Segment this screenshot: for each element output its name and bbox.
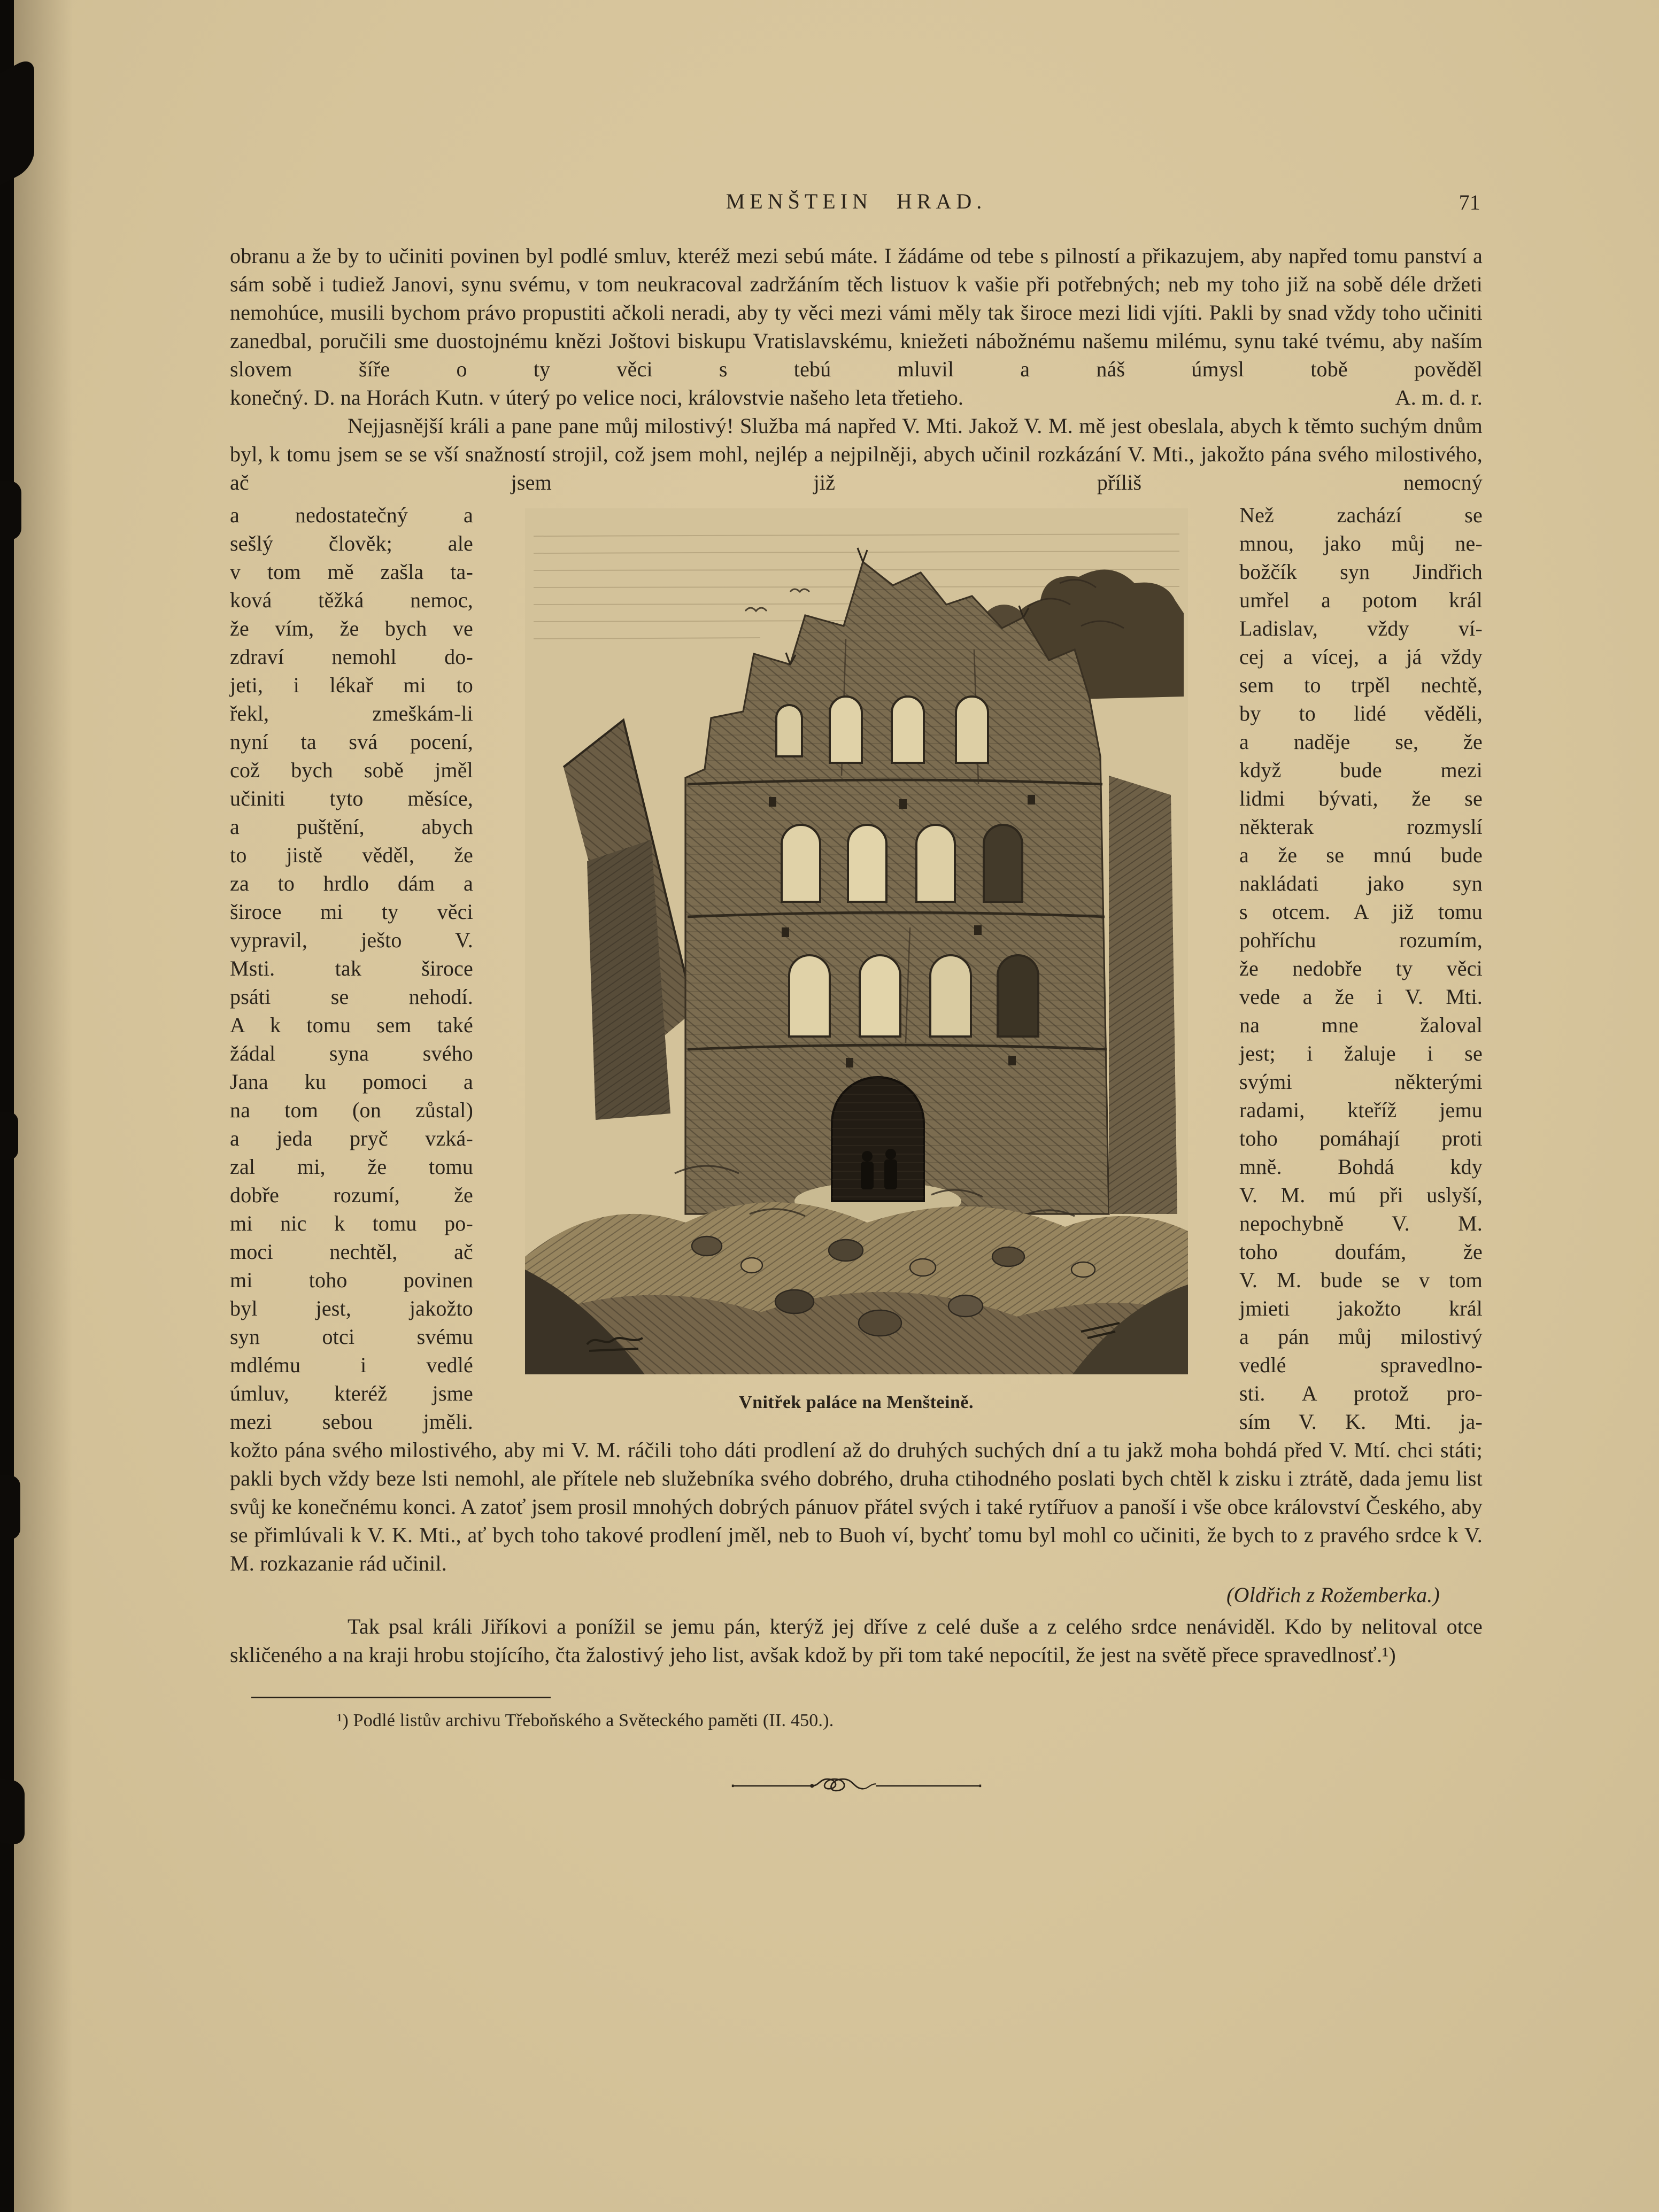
text-line: a pán můj milostivý bbox=[1239, 1325, 1483, 1349]
left-text-column bbox=[230, 501, 473, 1436]
castle-ruin-illustration bbox=[525, 508, 1188, 1374]
page-header bbox=[230, 187, 1483, 219]
footnote: ¹) Podlé listův archivu Třeboňského a Světeckého paměti (II. 450.). bbox=[337, 1711, 834, 1730]
text-line: V. M. mú při uslyší, bbox=[1239, 1183, 1483, 1207]
text-line: vede a že i V. Mti. bbox=[1239, 985, 1483, 1009]
text-line: Než zachází se bbox=[1239, 503, 1483, 527]
text-line: svými některými bbox=[1239, 1070, 1483, 1094]
text-line: mnou, jako můj ne- bbox=[1239, 531, 1483, 555]
text-line: a puštění, abych bbox=[230, 815, 473, 839]
text-line: žádal syna svého bbox=[230, 1041, 473, 1065]
text-line: sti. A protož pro- bbox=[1239, 1381, 1483, 1405]
scan-edge-mark bbox=[0, 1112, 18, 1160]
text-line: dobře rozumí, že bbox=[230, 1183, 473, 1207]
text-line: v tom mě zašla ta- bbox=[230, 560, 473, 584]
text-line: syn otci svému bbox=[230, 1325, 473, 1349]
text-line: by to lidé věděli, bbox=[1239, 701, 1483, 725]
page-content bbox=[230, 187, 1483, 1803]
text-line: moci nechtěl, ač bbox=[230, 1240, 473, 1264]
text-line: božčík syn Jindřich bbox=[1239, 560, 1483, 584]
text-line: mi nic k tomu po- bbox=[230, 1211, 473, 1235]
text-line: mi toho povinen bbox=[230, 1268, 473, 1292]
text-line: mně. Bohdá kdy bbox=[1239, 1155, 1483, 1179]
text-line: zdraví nemohl do- bbox=[230, 645, 473, 669]
text-line: a jeda pryč vzká- bbox=[230, 1126, 473, 1150]
text-line: V. M. bude se v tom bbox=[1239, 1268, 1483, 1292]
text-wrap-around-figure bbox=[230, 501, 1483, 1436]
paragraph-letter-2-continued: kožto pána svého milostivého, aby mi V. M. ráčili toho dáti prodlení až do druhých suchých dní a tu jakž moha bohdá před V. Mtí. chci státi; pakli bych vždy beze lsti nemohl, ale přítele neb služebníka svého dobrého, druha ctihodného poslati bych chtěl k zisku i ztrátě, dada jemu list svůj ke konečnému konci. A zatoť jsem prosil mnohých dobrých pánuov přátel svých i také rytířuov a panoší i vše obce království Českého, aby se přimlúvali k V. K. Mti., ať bych toho takové prodlení jměl, neb to Buoh ví, bychť tomu byl mohl co učiniti, že bych to z pravého srdce k V. M. rozkazanie rád učinil. bbox=[230, 1438, 1483, 1575]
text-line: Msti. tak široce bbox=[230, 956, 473, 980]
text-line: lidmi bývati, že se bbox=[1239, 786, 1483, 810]
text-line: jeti, i lékař mi to bbox=[230, 673, 473, 697]
text-line: nepochybně V. M. bbox=[1239, 1211, 1483, 1235]
gutter-shadow bbox=[14, 0, 73, 2212]
text-line: zal mi, že tomu bbox=[230, 1155, 473, 1179]
letter-1-dateline: konečný. D. na Horách Kutn. v úterý po velice noci, královstvie našeho leta třetieho. bbox=[230, 385, 964, 409]
text-line: sím V. K. Mti. ja- bbox=[1239, 1410, 1483, 1434]
figure-caption: Vnitřek paláce na Menšteině. bbox=[739, 1393, 974, 1412]
text-line: mdlému i vedlé bbox=[230, 1353, 473, 1377]
text-line: že vím, že bych ve bbox=[230, 616, 473, 640]
text-line: na mne žaloval bbox=[1239, 1013, 1483, 1037]
text-line: vypravil, ješto V. bbox=[230, 928, 473, 952]
text-line: což bych sobě jměl bbox=[230, 758, 473, 782]
text-line: široce mi ty věci bbox=[230, 900, 473, 924]
text-line: mezi sebou jměli. bbox=[230, 1410, 473, 1434]
text-line: když bude mezi bbox=[1239, 758, 1483, 782]
text-line: jmieti jakožto král bbox=[1239, 1296, 1483, 1320]
flourish-graphic bbox=[731, 1774, 982, 1796]
text-line: řekl, zmeškám-li bbox=[230, 701, 473, 725]
text-line: a že se mnú bude bbox=[1239, 843, 1483, 867]
text-line: jest; i žaluje i se bbox=[1239, 1041, 1483, 1065]
scan-edge-mark bbox=[0, 1778, 25, 1846]
text-line: Ladislav, vždy ví- bbox=[1239, 616, 1483, 640]
text-line: učiniti tyto měsíce, bbox=[230, 786, 473, 810]
text-line: toho pomáhají proti bbox=[1239, 1126, 1483, 1150]
ornament-flourish bbox=[230, 1774, 1483, 1803]
footnote-rule bbox=[251, 1697, 551, 1698]
text-line: že nedobře ty věci bbox=[1239, 956, 1483, 980]
text-line: nyní ta svá pocení, bbox=[230, 730, 473, 754]
scan-edge-mark bbox=[0, 481, 21, 540]
text-line: ková těžká nemoc, bbox=[230, 588, 473, 612]
text-line: úmluv, kteréž jsme bbox=[230, 1381, 473, 1405]
text-line: sem to trpěl nechtě, bbox=[1239, 673, 1483, 697]
paragraph-letter-1-lastline bbox=[230, 383, 1483, 412]
text-line: některak rozmyslí bbox=[1239, 815, 1483, 839]
text-line: nakládati jako syn bbox=[1239, 871, 1483, 895]
text-line: umřel a potom král bbox=[1239, 588, 1483, 612]
text-line: s otcem. A již tomu bbox=[1239, 900, 1483, 924]
text-line: to jistě věděl, že bbox=[230, 843, 473, 867]
figure-ruin-engraving bbox=[501, 501, 1212, 1436]
text-line: psáti se nehodí. bbox=[230, 985, 473, 1009]
letter-1-sign-abbrev: A. m. d. r. bbox=[1395, 385, 1483, 409]
text-line: a naděje se, že bbox=[1239, 730, 1483, 754]
text-line: radami, kteříž jemu bbox=[1239, 1098, 1483, 1122]
text-line: vedlé spravedlno- bbox=[1239, 1353, 1483, 1377]
text-line: a nedostatečný a bbox=[230, 503, 473, 527]
paragraph-letter-2-intro: Nejjasnější králi a pane pane můj milostivý! Služba má napřed V. Mti. Jakož V. M. mě jest obeslala, abych k těmto suchým dnům byl, k tomu jsem se se vší snažností strojil, což jsem mohl, nejlép a nejpilněji, abych učinil rozkázání V. Mti., jakožto pána svého milostivého, ač jsem již příliš nemocný bbox=[230, 414, 1483, 494]
paragraph-letter-1: obranu a že by to učiniti povinen byl podlé smluv, kteréž mezi sebú máte. I žádáme od tebe s pilností a přikazujem, aby napřed tomu panství a sám sobě i tudiež Janovi, synu svému, v tom neukracoval zadržáním těch listuov k vašie při potřebných; neb my toho již na sobě déle držeti nemohúce, musili bychom právo propustiti ačkoli neradi, aby ty věci mezi vámi měly tak široce mezi lidi vjíti. Pakli by snad vždy toho učiniti zanedbal, poručili sme duostojnému knězi Joštovi biskupu Vratislavskému, kniežeti nábožnému našemu milému, synu také tvému, aby naším slovem šíře o ty věci s tebú mluvil a náš úmysl tobě pověděl bbox=[230, 244, 1483, 381]
binding-edge bbox=[0, 0, 14, 2212]
text-line: byl jest, jakožto bbox=[230, 1296, 473, 1320]
scan-edge-mark bbox=[0, 1475, 20, 1540]
page-number: 71 bbox=[1459, 190, 1480, 214]
letter-signature: (Oldřich z Rožemberka.) bbox=[1226, 1583, 1440, 1607]
text-line: Jana ku pomoci a bbox=[230, 1070, 473, 1094]
text-line: pohříchu rozumím, bbox=[1239, 928, 1483, 952]
page-title: MENŠTEIN HRAD. bbox=[726, 189, 987, 213]
text-line: sešlý člověk; ale bbox=[230, 531, 473, 555]
right-text-column bbox=[1239, 501, 1483, 1436]
text-line: na tom (on zůstal) bbox=[230, 1098, 473, 1122]
paragraph-commentary: Tak psal králi Jiříkovi a ponížil se jemu pán, kterýž jej dříve z celé duše a z celého srdce nenáviděl. Kdo by nelitoval otce skličeného a na kraji hrobu stojícího, čta žalostivý jeho list, avšak kdož by při tom také nepocítil, že jest na světě přece spravedlnosť.¹) bbox=[230, 1614, 1483, 1667]
text-line: za to hrdlo dám a bbox=[230, 871, 473, 895]
text-line: toho doufám, že bbox=[1239, 1240, 1483, 1264]
text-line: cej a vícej, a já vždy bbox=[1239, 645, 1483, 669]
text-line: A k tomu sem také bbox=[230, 1013, 473, 1037]
